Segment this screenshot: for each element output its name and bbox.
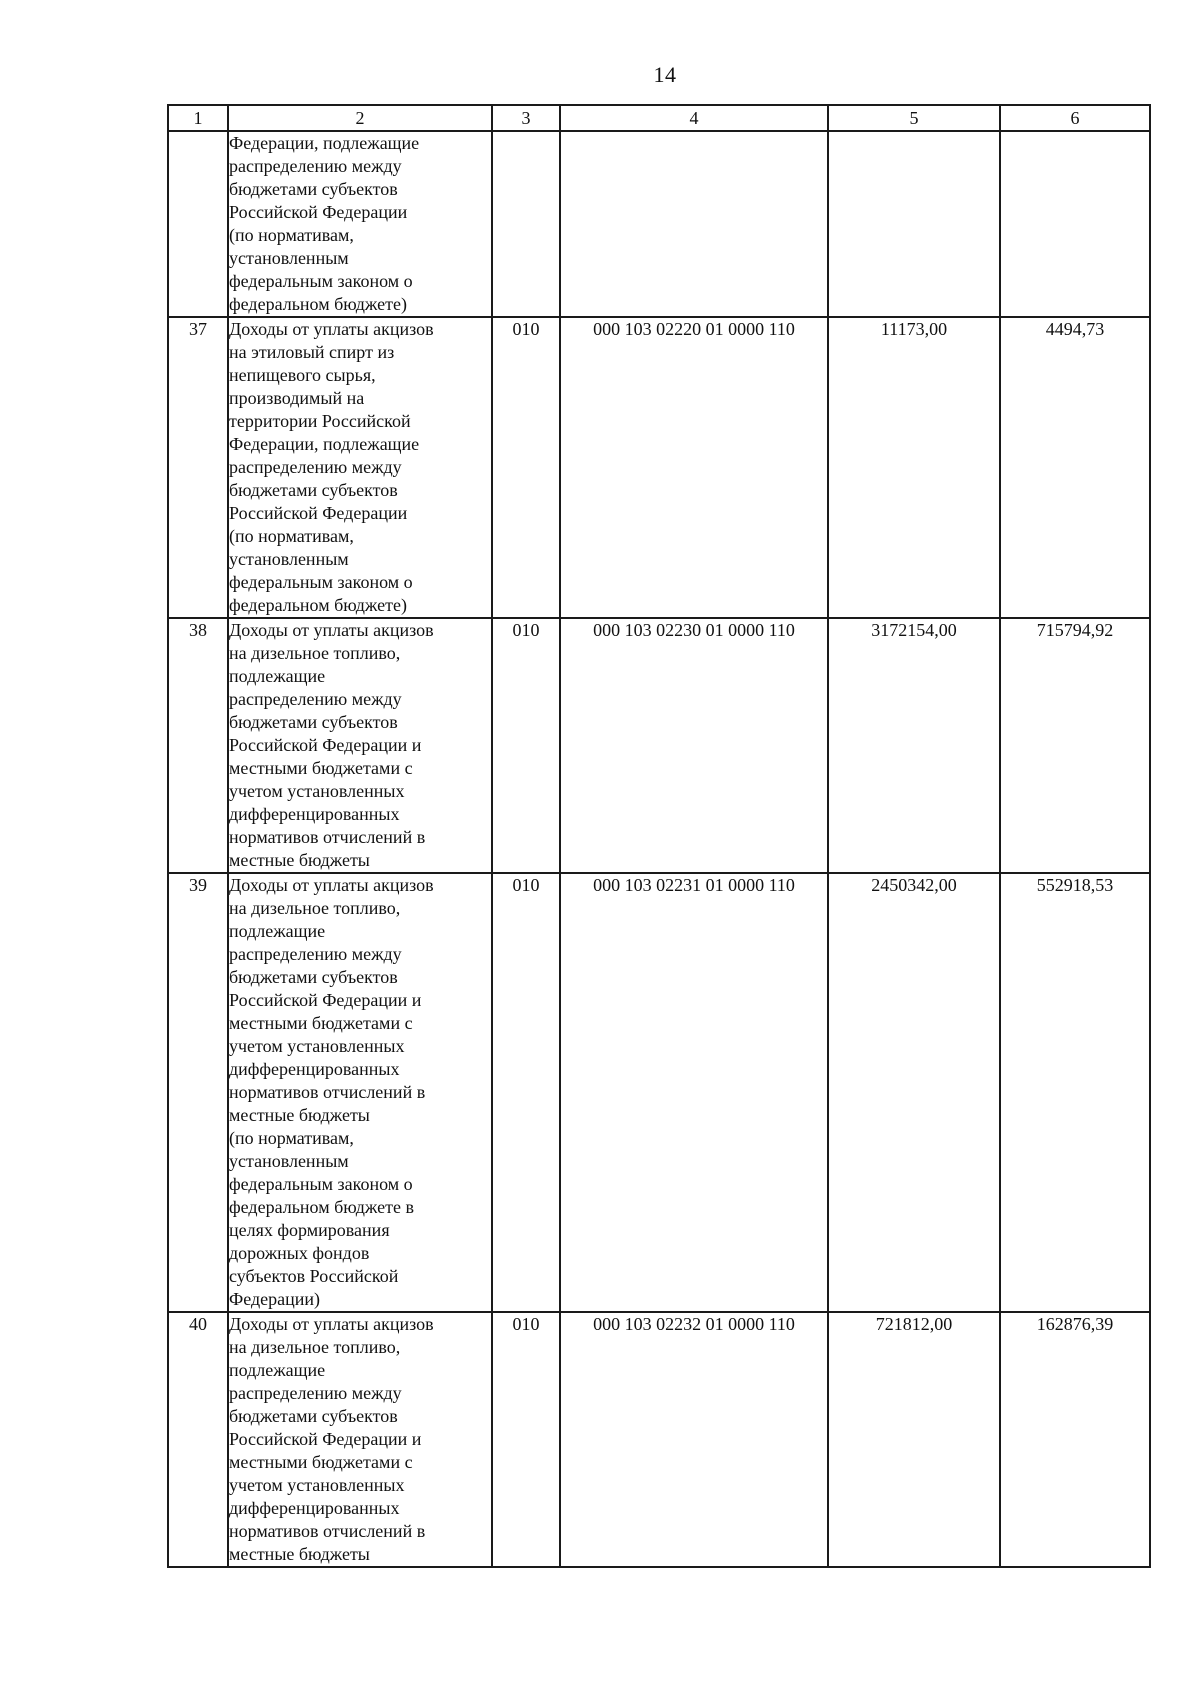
income-name-line: бюджетами субъектов [229,179,398,199]
table-row [168,1312,1150,1567]
income-name-line: Доходы от уплаты акцизов [229,1314,434,1334]
row-number: 40 [168,1312,228,1567]
admin-code: 010 [492,317,560,618]
budget-classification-code: 000 103 02231 01 0000 110 [560,873,828,1312]
page-number: 14 [653,62,677,87]
income-name-line: распределению между [229,944,402,964]
admin-code: 010 [492,618,560,873]
income-name-line: Федерации) [229,1289,321,1309]
income-name-line: субъектов Российской [229,1266,399,1286]
income-name-line: дифференцированных [229,1059,400,1079]
income-name-line: бюджетами субъектов [229,967,398,987]
admin-code: 010 [492,873,560,1312]
income-name-line: федеральным законом о [229,271,413,291]
income-name-line: подлежащие [229,921,326,941]
value-col-6 [1000,131,1150,317]
header-col-3: 3 [492,105,560,131]
income-name-line: бюджетами субъектов [229,480,398,500]
value-col-5: 3172154,00 [828,618,1000,873]
income-name-line: установленным [229,549,349,569]
income-name-line: подлежащие [229,666,326,686]
income-name-line: Российской Федерации [229,202,408,222]
income-name-line: (по нормативам, [229,1128,354,1148]
income-name-line: производимый на [229,388,365,408]
income-name-line: федеральном бюджете) [229,294,407,314]
income-name-line: бюджетами субъектов [229,712,398,732]
income-name-line: нормативов отчислений в [229,1521,426,1541]
income-name-line: установленным [229,248,349,268]
value-col-5 [828,131,1000,317]
header-col-1: 1 [168,105,228,131]
income-name-line: местными бюджетами с [229,1013,413,1033]
income-name-line: местные бюджеты [229,1105,370,1125]
income-name-line: распределению между [229,1383,402,1403]
budget-classification-code [560,131,828,317]
admin-code: 010 [492,1312,560,1567]
income-name-line: местными бюджетами с [229,758,413,778]
value-col-6: 162876,39 [1000,1312,1150,1567]
income-name-line: (по нормативам, [229,225,354,245]
table-row [168,618,1150,873]
budget-classification-code: 000 103 02232 01 0000 110 [560,1312,828,1567]
income-name-line: распределению между [229,689,402,709]
value-col-6: 4494,73 [1000,317,1150,618]
income-name-line: Российской Федерации и [229,1429,422,1449]
income-name-line: Федерации, подлежащие [229,133,420,153]
row-number: 39 [168,873,228,1312]
budget-classification-code: 000 103 02230 01 0000 110 [560,618,828,873]
value-col-6: 552918,53 [1000,873,1150,1312]
income-name-line: нормативов отчислений в [229,1082,426,1102]
income-name-line: учетом установленных [229,1475,405,1495]
income-name-line: учетом установленных [229,781,405,801]
income-name-line: (по нормативам, [229,526,354,546]
income-name-line: территории Российской [229,411,411,431]
income-name [228,1312,492,1567]
row-number [168,131,228,317]
income-name [228,873,492,1312]
income-name [228,317,492,618]
admin-code [492,131,560,317]
header-col-2: 2 [228,105,492,131]
income-name-line: Доходы от уплаты акцизов [229,319,434,339]
income-name-line: распределению между [229,457,402,477]
table-header [168,105,1150,131]
income-name-line: федеральном бюджете в [229,1197,414,1217]
income-name-line: федеральным законом о [229,572,413,592]
value-col-6: 715794,92 [1000,618,1150,873]
header-col-6: 6 [1000,105,1150,131]
income-name [228,618,492,873]
header-col-4: 4 [560,105,828,131]
income-name-line: дорожных фондов [229,1243,370,1263]
income-name-line: Российской Федерации [229,503,408,523]
income-name-line: Российской Федерации и [229,990,422,1010]
value-col-5: 2450342,00 [828,873,1000,1312]
income-name-line: бюджетами субъектов [229,1406,398,1426]
income-name-line: подлежащие [229,1360,326,1380]
income-name-line: распределению между [229,156,402,176]
income-name-line: местные бюджеты [229,850,370,870]
income-name-line: на дизельное топливо, [229,1337,401,1357]
income-name-line: на дизельное топливо, [229,898,401,918]
income-name-line: Российской Федерации и [229,735,422,755]
income-name-line: нормативов отчислений в [229,827,426,847]
income-name-line: местными бюджетами с [229,1452,413,1472]
income-name-line: Доходы от уплаты акцизов [229,875,434,895]
table-body [168,131,1150,1567]
header-row [168,105,1150,131]
header-col-5: 5 [828,105,1000,131]
income-name-line: дифференцированных [229,1498,400,1518]
income-name-line: учетом установленных [229,1036,405,1056]
income-name-line: на этиловый спирт из [229,342,395,362]
income-name-line: местные бюджеты [229,1544,370,1564]
table-row [168,131,1150,317]
income-name-line: непищевого сырья, [229,365,376,385]
income-name-line: установленным [229,1151,349,1171]
table-row [168,873,1150,1312]
income-name-line: Федерации, подлежащие [229,434,420,454]
table-row [168,317,1150,618]
income-name-line: дифференцированных [229,804,400,824]
income-name-line: целях формирования [229,1220,390,1240]
income-name-line: федеральном бюджете) [229,595,407,615]
row-number: 38 [168,618,228,873]
income-name-line: Доходы от уплаты акцизов [229,620,434,640]
revenue-table [167,104,1151,1568]
income-name-line: федеральным законом о [229,1174,413,1194]
income-name-line: на дизельное топливо, [229,643,401,663]
budget-classification-code: 000 103 02220 01 0000 110 [560,317,828,618]
income-name [228,131,492,317]
value-col-5: 721812,00 [828,1312,1000,1567]
row-number: 37 [168,317,228,618]
value-col-5: 11173,00 [828,317,1000,618]
